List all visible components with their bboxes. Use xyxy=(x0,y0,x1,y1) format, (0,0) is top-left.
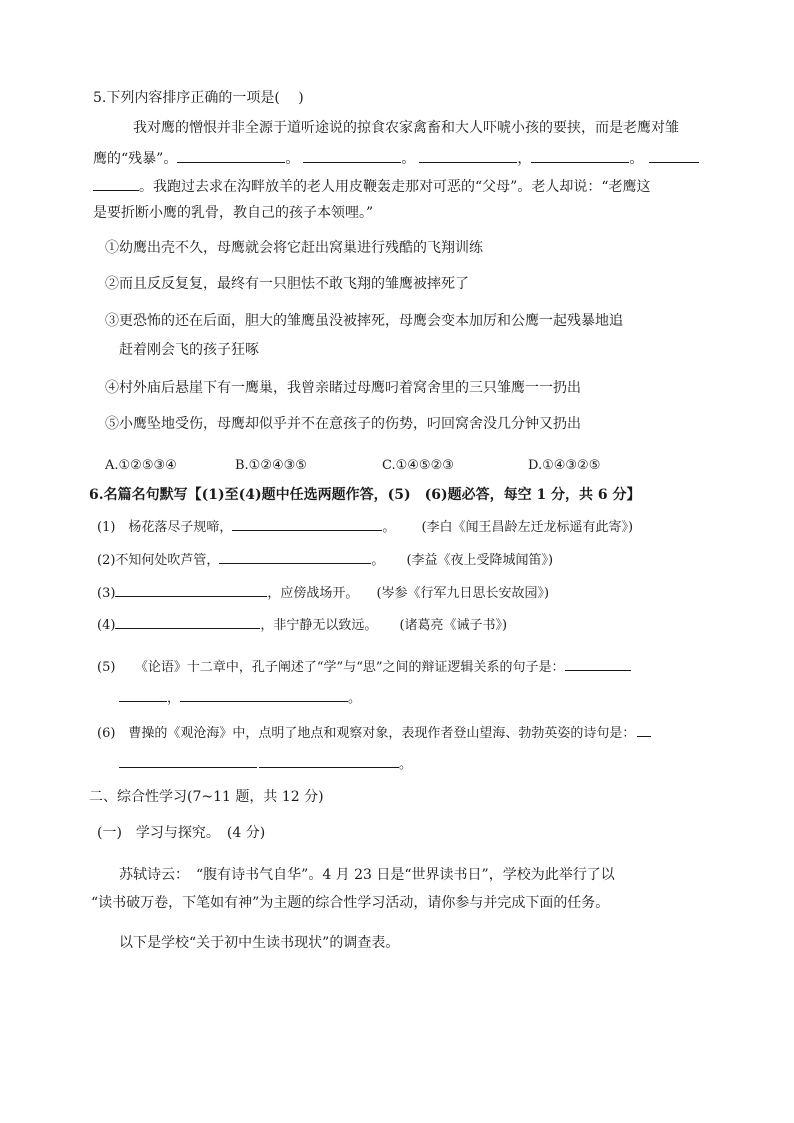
q6-punct: ， xyxy=(167,691,181,706)
q5-item-4: ④村外庙后悬崖下有一鹰巢，我曾亲睹过母鹰叼着窝舍里的三只雏鹰一一扔出 xyxy=(105,380,581,396)
q6-blank-5b[interactable] xyxy=(180,686,348,702)
q5-passage-line2 xyxy=(93,147,699,169)
q5-blank-2[interactable] xyxy=(303,147,401,163)
q6-source: (李白《闻王昌龄左迁龙标遥有此寄》) xyxy=(421,520,634,535)
q6-blank-6a[interactable] xyxy=(637,721,651,737)
q5-blank-3[interactable] xyxy=(419,147,517,163)
q5-item-3-cont: 赶着刚会飞的孩子狂啄 xyxy=(119,342,259,358)
q5-option-b[interactable]: B.①②④③⑤ xyxy=(235,458,307,473)
q6-blank-5a[interactable] xyxy=(565,655,631,671)
q5-punct: 。 xyxy=(401,151,416,167)
section2-paragraph-line2: “读书破万卷，下笔如有神”为主题的综合性学习活动，请你参与并完成下面的任务。 xyxy=(91,895,610,911)
q6-punct: 。 xyxy=(399,757,413,772)
q6-verse: ，应傍战场开。 xyxy=(267,586,359,601)
q5-option-d[interactable]: D.①④③②⑤ xyxy=(528,458,601,473)
q5-passage-line1: 我对鹰的憎恨并非全源于道听途说的掠食农家禽畜和大人吓唬小孩的要挟，而是老鹰对雏 xyxy=(133,120,679,136)
q6-punct: 。 xyxy=(371,553,385,568)
q6-line-4 xyxy=(97,613,507,636)
section2-title: 二、综合性学习(7~11 题，共 12 分) xyxy=(89,789,324,805)
q6-blank-6a-cont[interactable] xyxy=(119,752,257,768)
q6-prompt: (6) 曹操的《观沧海》中，点明了地点和观察对象，表现作者登山望海、勃勃英姿的诗句是： xyxy=(97,726,636,741)
q6-punct: 。 xyxy=(382,520,396,535)
q5-punct: 。 xyxy=(629,151,644,167)
q5-item-5: ⑤小鹰坠地受伤，母鹰却似乎并不在意孩子的伤势，叼回窝舍没几分钟又扔出 xyxy=(105,416,581,432)
q5-blank-5b[interactable] xyxy=(93,175,139,191)
q6-source: (诸葛亮《诫子书》) xyxy=(399,618,508,633)
q5-punct: ， xyxy=(517,151,532,167)
q6-line-1 xyxy=(97,515,633,538)
section2-paragraph-line1: 苏轼诗云： “腹有诗书气自华”。4 月 23 日是“世界读书日”，学校为此举行了以 xyxy=(119,867,615,883)
q6-line-2 xyxy=(97,548,553,571)
q6-verse: (2)不知何处吹芦管， xyxy=(97,553,220,568)
q6-blank-5a-cont[interactable] xyxy=(119,686,167,702)
q5-item-1: ①幼鹰出壳不久，母鹰就会将它赶出窝巢进行残酷的飞翔训练 xyxy=(105,240,483,256)
q6-blank-4[interactable] xyxy=(115,613,260,629)
section2-subheading: (一) 学习与探究。 (4 分) xyxy=(97,825,266,841)
q5-passage-line3 xyxy=(93,175,650,197)
q6-title: 6.名篇名句默写【(1)至(4)题中任选两题作答，(5) (6)题必答，每空 1 分，共 6 分】 xyxy=(89,487,641,503)
q6-blank-6b[interactable] xyxy=(259,752,399,768)
q6-line-6 xyxy=(97,721,651,744)
q5-option-a[interactable]: A.①②⑤③④ xyxy=(105,458,177,473)
q5-option-c[interactable]: C.①④⑤②③ xyxy=(382,458,454,473)
q5-item-3: ③更恐怖的还在后面，胆大的雏鹰虽没被摔死，母鹰会变本加厉和公鹰一起残暴地追 xyxy=(105,313,623,329)
q6-blank-2[interactable] xyxy=(219,548,371,564)
q5-passage-line4: 是要折断小鹰的乳骨，教自己的孩子本领哩。” xyxy=(93,205,374,221)
q6-verse: (1) 杨花落尽子规啼， xyxy=(97,520,233,535)
q6-verse: (3) xyxy=(97,586,116,601)
q6-prompt: (5) 《论语》十二章中，孔子阐述了“学”与“思”之间的辩证逻辑关系的句子是： xyxy=(97,660,565,675)
q5-title: 5.下列内容排序正确的一项是( ) xyxy=(93,90,304,106)
q5-blank-4[interactable] xyxy=(531,147,629,163)
q6-verse: ，非宁静无以致远。 xyxy=(260,618,378,633)
q6-blank-3[interactable] xyxy=(115,581,267,597)
q6-blank-1[interactable] xyxy=(232,515,382,531)
q5-passage-text: 。我跑过去求在沟畔放羊的老人用皮鞭轰走那对可恶的“父母”。老人却说：“老鹰这 xyxy=(139,179,651,195)
q5-blank-1[interactable] xyxy=(177,147,285,163)
q6-line-5 xyxy=(97,655,631,678)
q6-verse: (4) xyxy=(97,618,116,633)
section2-paragraph-line3: 以下是学校“关于初中生读书现状”的调查表。 xyxy=(119,935,400,951)
q5-blank-5a[interactable] xyxy=(649,147,699,163)
q6-punct: 。 xyxy=(348,691,362,706)
q6-line-6-cont xyxy=(119,752,412,775)
q5-punct: 。 xyxy=(285,151,300,167)
q5-item-2: ②而且反反复复，最终有一只胆怯不敢飞翔的雏鹰被摔死了 xyxy=(105,276,469,292)
q6-line-3 xyxy=(97,581,549,604)
q6-line-5-cont xyxy=(119,686,361,709)
q6-source: (李益《夜上受降城闻笛》) xyxy=(406,553,554,568)
q5-passage-text: 鹰的“残暴”。 xyxy=(93,151,178,167)
q6-source: (岑参《行军九日思长安故园》) xyxy=(376,586,550,601)
